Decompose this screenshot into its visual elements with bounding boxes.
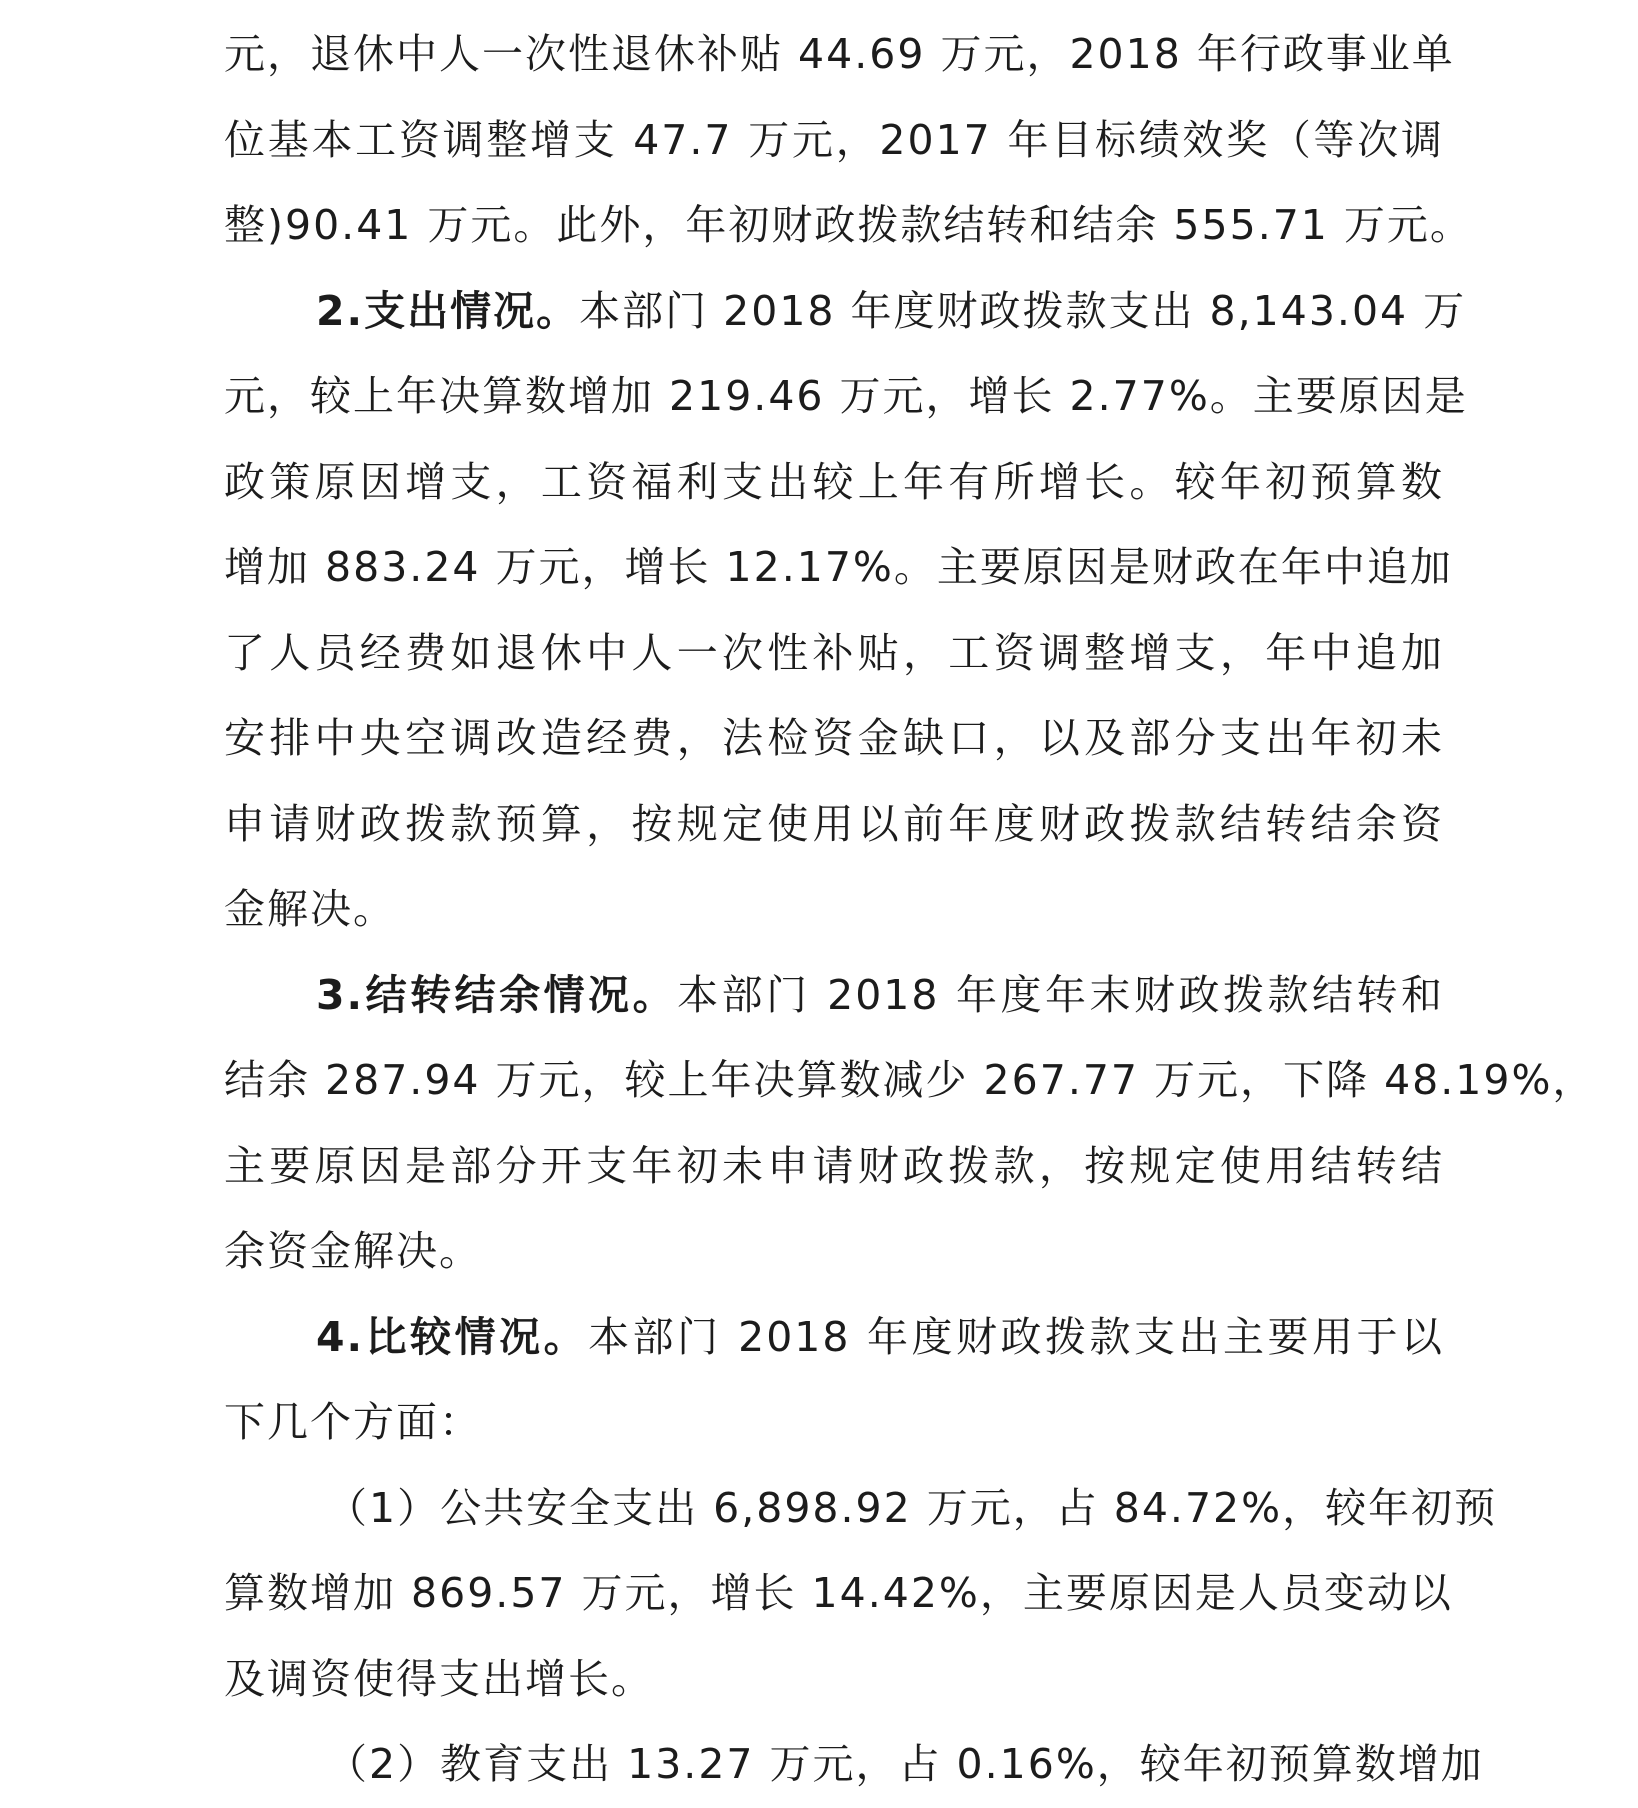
section-heading: 4.比较情况。 xyxy=(316,1312,589,1361)
text-line: 元，较上年决算数增加 219.46 万元，增长 2.77%。主要原因是 xyxy=(224,372,1468,420)
section-line xyxy=(224,953,1444,1039)
section-line xyxy=(224,269,1467,355)
list-item-line: （2）教育支出 13.27 万元，占 0.16%，较年初预算数增加 xyxy=(326,1740,1484,1788)
text-line: 余资金解决。 xyxy=(224,1227,482,1275)
text-line: 下几个方面： xyxy=(224,1398,482,1446)
text-line: 位基本工资调整增支 47.7 万元，2017 年目标绩效奖（等次调 xyxy=(224,115,1444,164)
text-line: 金解决。 xyxy=(224,885,396,933)
text-line: 整)90.41 万元。此外，年初财政拨款结转和结余 555.71 万元。 xyxy=(224,201,1473,249)
section-text: 本部门 2018 年度年末财政拨款结转和 xyxy=(677,970,1445,1019)
text-line: 政策原因增支，工资福利支出较上年有所增长。较年初预算数 xyxy=(224,457,1444,506)
section-text: 本部门 2018 年度财政拨款支出主要用于以 xyxy=(588,1312,1445,1361)
list-item-line: （1）公共安全支出 6,898.92 万元，占 84.72%，较年初预 xyxy=(326,1483,1498,1532)
text-line: 结余 287.94 万元，较上年决算数减少 267.77 万元，下降 48.19%， xyxy=(224,1056,1596,1104)
text-line: 及调资使得支出增长。 xyxy=(224,1654,654,1703)
text-line: 主要原因是部分开支年初未申请财政拨款，按规定使用结转结 xyxy=(224,1141,1444,1190)
text-line: 算数增加 869.57 万元，增长 14.42%，主要原因是人员变动以 xyxy=(224,1569,1453,1617)
text-line: 了人员经费如退休中人一次性补贴，工资调整增支，年中追加 xyxy=(224,628,1444,677)
text-line: 安排中央空调改造经费，法检资金缺口，以及部分支出年初未 xyxy=(224,714,1444,762)
document-body xyxy=(224,12,1596,1788)
section-line xyxy=(224,1295,1444,1381)
text-line: 元，退休中人一次性退休补贴 44.69 万元，2018 年行政事业单 xyxy=(224,30,1455,78)
text-line: 申请财政拨款预算，按规定使用以前年度财政拨款结转结余资 xyxy=(224,799,1444,848)
section-heading: 3.结转结余情况。 xyxy=(316,970,678,1019)
section-heading: 2.支出情况。 xyxy=(316,286,580,335)
text-line: 增加 883.24 万元，增长 12.17%。主要原因是财政在年中追加 xyxy=(224,543,1453,591)
section-text: 本部门 2018 年度财政拨款支出 8,143.04 万 xyxy=(579,286,1467,335)
